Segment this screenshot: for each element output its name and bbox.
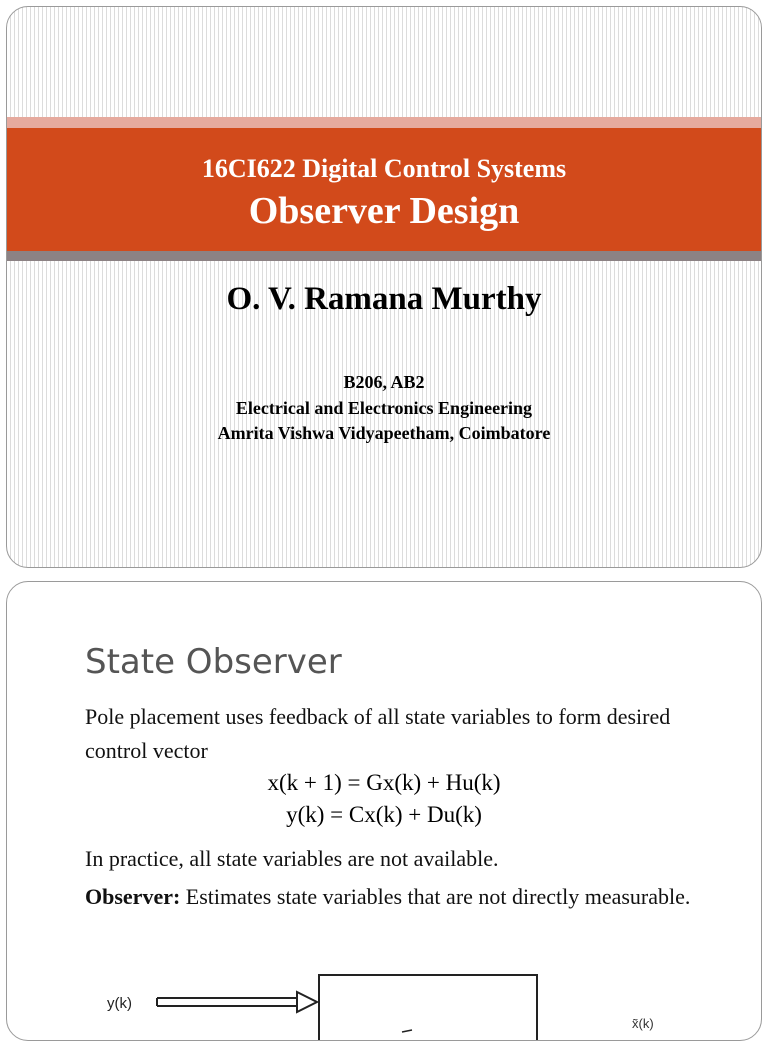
title-band-accent [7, 117, 761, 128]
observer-definition: Estimates state variables that are not directly measurable. [180, 884, 691, 909]
input-arrow-head [297, 992, 317, 1012]
slide-title: Observer Design [248, 190, 520, 232]
content-slide [6, 581, 762, 1041]
title-band [7, 128, 761, 251]
block-mark [402, 1030, 412, 1032]
author-name: O. V. Ramana Murthy [226, 281, 542, 317]
output-equation-text: y(k) = Cx(k) + Du(k) [286, 802, 482, 827]
paragraph-observer [85, 880, 695, 914]
course-code: 16CI622 Digital Control Systems [201, 154, 567, 183]
slide-heading: State Observer [85, 642, 342, 682]
observer-block-diagram [97, 972, 697, 1041]
title-slide [6, 6, 762, 568]
room-info: B206, AB2 [343, 372, 425, 392]
paragraph-practice: In practice, all state variables are not available. [85, 846, 499, 871]
institution: Amrita Vishwa Vidyapeetham, Coimbatore [217, 423, 551, 443]
department: Electrical and Electronics Engineering [235, 398, 533, 418]
state-equation-text: x(k + 1) = Gx(k) + Hu(k) [267, 770, 501, 795]
paragraph-pole-placement: Pole placement uses feedback of all state variables to form desired control vector [85, 704, 671, 763]
title-band-shadow [7, 251, 761, 261]
observer-term: Observer: [85, 884, 181, 909]
observer-block [319, 975, 537, 1041]
diagram-output-label: x̃(k) [632, 1016, 654, 1031]
output-equation [7, 802, 761, 828]
diagram-input-label: y(k) [107, 995, 132, 1012]
state-equation [7, 770, 761, 796]
